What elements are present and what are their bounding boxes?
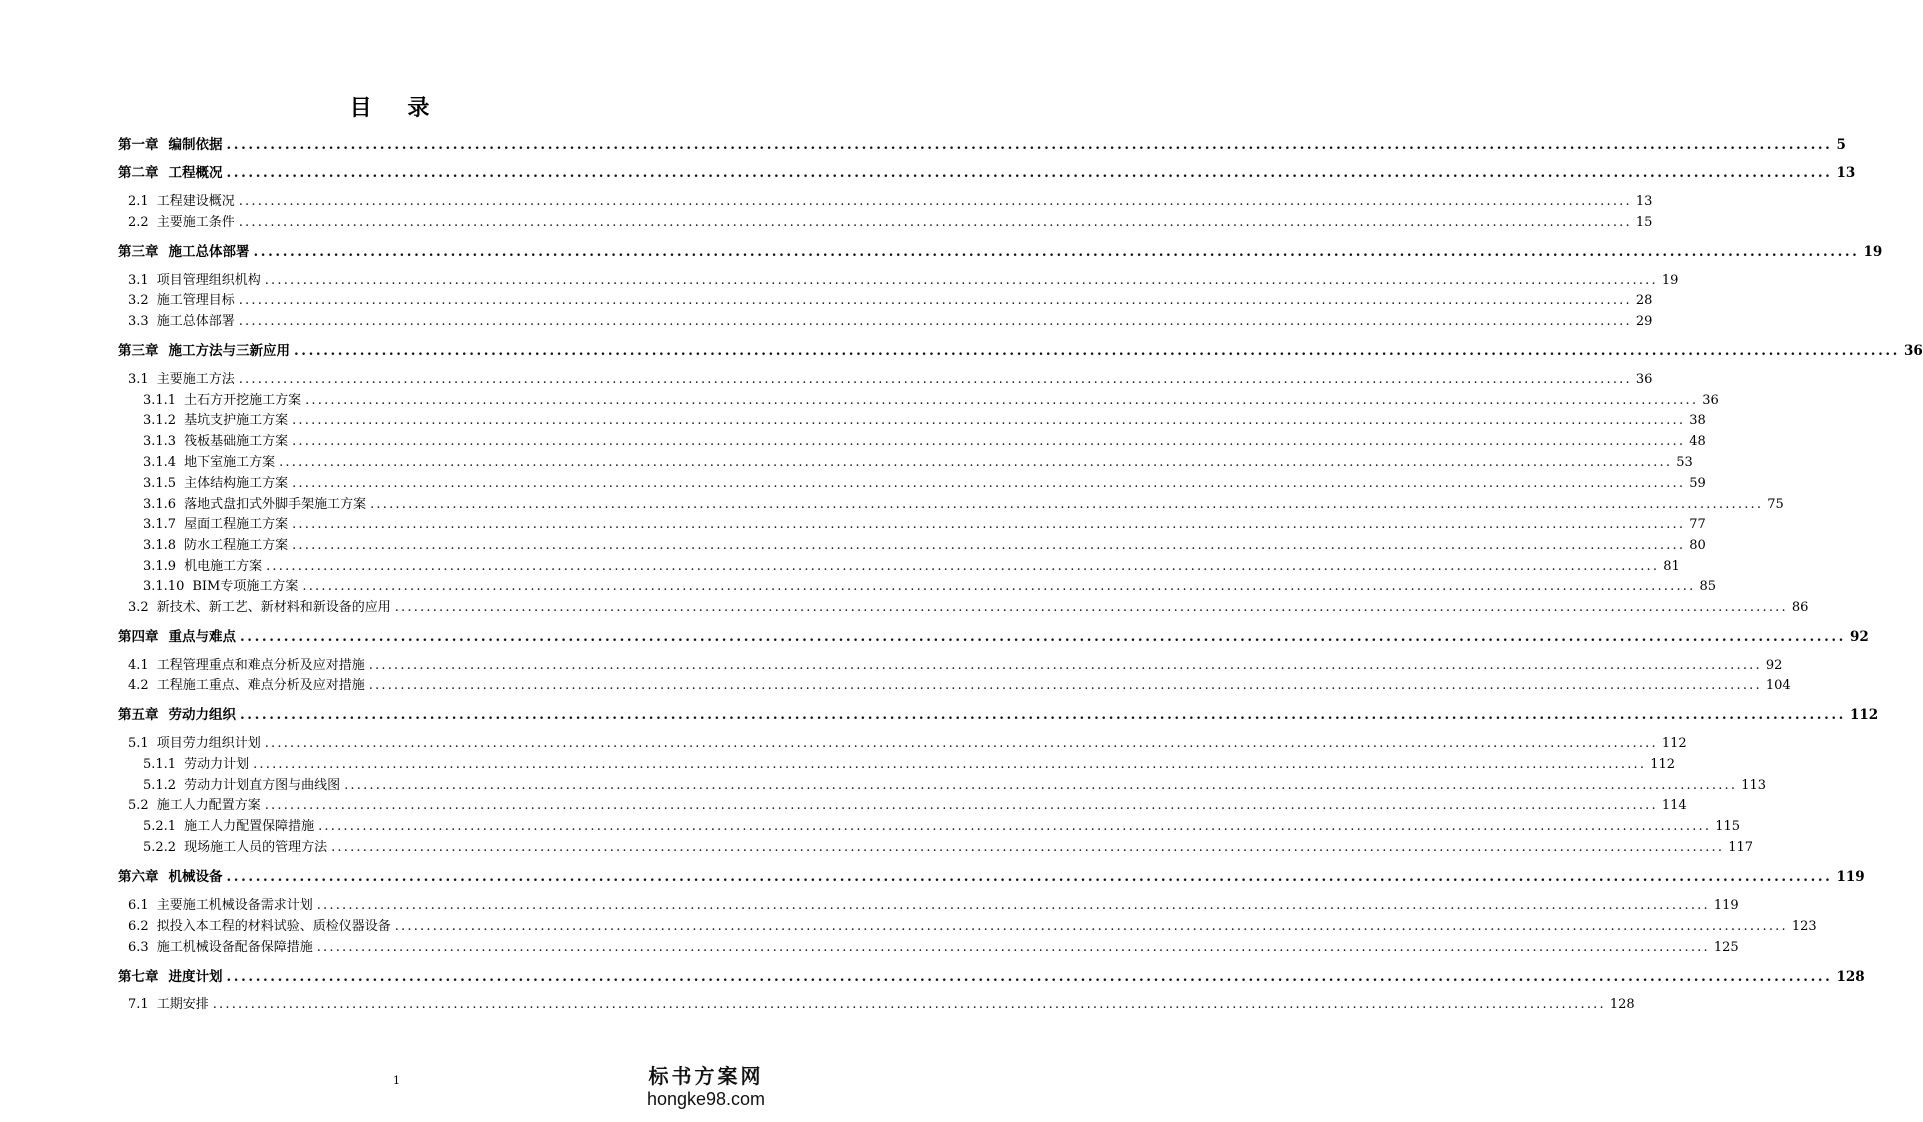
toc-chapter-entry[interactable] [118,342,1923,360]
toc-entry-page: 59 [1689,476,1706,491]
toc-entry-page: 36 [1904,343,1923,359]
toc-leader-dots: ............................................................................................................................................................................................................................ [226,869,1833,885]
toc-leader-dots: ............................................................................................................................................................................................................................ [370,497,1764,512]
toc-entry-page: 114 [1661,798,1687,813]
toc-entry-label: 屋面工程施工方案 [184,517,289,532]
toc-chapter-entry[interactable] [118,136,1846,154]
toc-entry-page: 36 [1702,393,1719,408]
toc-entry-label: 新技术、新工艺、新材料和新设备的应用 [156,600,391,615]
toc-entry-number: 3.1.7 [143,517,177,532]
toc-section-entry[interactable] [128,677,1791,695]
toc-leader-dots: ............................................................................................................................................................................................................................ [238,293,1632,308]
toc-leader-dots: ............................................................................................................................................................................................................................ [292,517,1686,532]
toc-leader-dots: ............................................................................................................................................................................................................................ [253,757,1647,772]
toc-leader-dots: ............................................................................................................................................................................................................................ [238,372,1632,387]
toc-section-entry[interactable] [143,475,1706,493]
toc-entry-number: 第三章 [118,343,159,359]
toc-section-entry[interactable] [128,599,1809,617]
toc-entry-label: 机械设备 [168,869,223,885]
toc-entry-number: 第五章 [118,707,159,723]
toc-entry-label: 工程管理重点和难点分析及应对措施 [156,658,365,673]
toc-entry-page: 36 [1635,372,1653,387]
toc-entry-page: 85 [1699,579,1717,594]
toc-leader-dots: ............................................................................................................................................................................................................................ [264,798,1658,813]
toc-entry-page: 119 [1836,869,1865,885]
toc-entry-number: 3.1 [128,372,149,387]
toc-entry-number: 3.1.10 [143,579,185,594]
watermark-en: hongke98.com [646,1089,766,1109]
toc-section-entry[interactable] [143,412,1706,430]
toc-section-entry[interactable] [143,558,1680,576]
toc-entry-label: 施工总体部署 [156,314,235,329]
toc-section-entry[interactable] [128,996,1635,1014]
toc-entry-label: 施工机械设备配备保障措施 [156,940,313,955]
toc-entry-page: 119 [1713,898,1739,913]
toc-entry-page: 128 [1609,997,1635,1012]
toc-leader-dots: ............................................................................................................................................................................................................................ [294,343,1900,359]
toc-entry-number: 5.2.2 [143,840,177,855]
toc-leader-dots: ............................................................................................................................................................................................................................ [240,707,1846,723]
toc-section-entry[interactable] [128,897,1739,915]
toc-entry-number: 3.3 [128,314,149,329]
toc-chapter-entry[interactable] [118,868,1865,886]
toc-entry-number: 3.2 [128,600,149,615]
toc-leader-dots: ............................................................................................................................................................................................................................ [238,194,1632,209]
toc-entry-label: 主要施工条件 [156,215,235,230]
toc-entry-label: 项目劳力组织计划 [156,736,261,751]
toc-section-entry[interactable] [143,433,1706,451]
toc-entry-label: 工程施工重点、难点分析及应对措施 [156,678,365,693]
toc-entry-page: 81 [1663,559,1680,574]
toc-title: 目 录 [349,95,444,121]
toc-leader-dots: ............................................................................................................................................................................................................................ [240,629,1846,645]
toc-entry-label: 工程建设概况 [156,194,235,209]
toc-entry-page: 112 [1661,736,1687,751]
toc-section-entry[interactable] [143,496,1784,514]
toc-entry-page: 117 [1728,840,1754,855]
toc-entry-label: 重点与难点 [168,629,236,645]
toc-section-entry[interactable] [128,939,1739,957]
toc-entry-page: 77 [1689,517,1706,532]
toc-entry-page: 113 [1741,778,1767,793]
toc-leader-dots: ............................................................................................................................................................................................................................ [266,559,1660,574]
toc-entry-label: 编制依据 [168,137,223,153]
toc-entry-page: 28 [1635,293,1653,308]
toc-entry-number: 3.1.1 [143,393,177,408]
toc-section-entry[interactable] [143,818,1741,836]
toc-entry-number: 第四章 [118,629,159,645]
toc-leader-dots: ............................................................................................................................................................................................................................ [264,736,1658,751]
toc-entry-label: 工程概况 [168,165,223,181]
toc-entry-label: 劳动力计划直方图与曲线图 [184,778,341,793]
toc-entry-number: 7.1 [128,997,149,1012]
toc-entry-number: 4.1 [128,658,149,673]
toc-entry-number: 6.1 [128,898,149,913]
toc-entry-number: 5.2 [128,798,149,813]
toc-leader-dots: ............................................................................................................................................................................................................................ [394,600,1788,615]
toc-entry-page: 86 [1791,600,1809,615]
toc-entry-page: 53 [1676,455,1693,470]
toc-section-entry[interactable] [128,735,1687,753]
toc-leader-dots: ............................................................................................................................................................................................................................ [279,455,1673,470]
toc-leader-dots: ............................................................................................................................................................................................................................ [316,940,1710,955]
toc-entry-number: 5.2.1 [143,819,177,834]
toc-entry-label: 现场施工人员的管理方法 [184,840,328,855]
toc-entry-number: 3.1 [128,273,149,288]
toc-entry-page: 15 [1635,215,1653,230]
toc-entry-number: 2.2 [128,215,149,230]
toc-entry-page: 128 [1836,969,1865,985]
toc-entry-page: 75 [1767,497,1784,512]
toc-section-entry[interactable] [143,777,1767,795]
toc-entry-label: 主要施工机械设备需求计划 [156,898,313,913]
toc-entry-number: 5.1.2 [143,778,177,793]
toc-entry-page: 104 [1765,678,1791,693]
toc-entry-page: 92 [1765,658,1783,673]
toc-entry-number: 3.1.9 [143,559,177,574]
toc-leader-dots: ............................................................................................................................................................................................................................ [226,969,1833,985]
watermark-cn: 标书方案网 [648,1066,764,1088]
toc-chapter-entry[interactable] [118,628,1869,646]
toc-leader-dots: ............................................................................................................................................................................................................................ [292,538,1686,553]
toc-section-entry[interactable] [143,454,1693,472]
toc-section-entry[interactable] [128,313,1653,331]
toc-leader-dots: ............................................................................................................................................................................................................................ [344,778,1738,793]
page-number: 1 [393,1074,400,1087]
toc-leader-dots: ............................................................................................................................................................................................................................ [212,997,1606,1012]
toc-section-entry[interactable] [128,193,1653,211]
toc-leader-dots: ............................................................................................................................................................................................................................ [238,215,1632,230]
toc-chapter-entry[interactable] [118,968,1865,986]
toc-entry-page: 112 [1850,707,1879,723]
toc-entry-label: 筏板基础施工方案 [184,434,289,449]
toc-leader-dots: ............................................................................................................................................................................................................................ [368,678,1762,693]
toc-entry-page: 19 [1661,273,1679,288]
toc-leader-dots: ............................................................................................................................................................................................................................ [264,273,1658,288]
toc-leader-dots: ............................................................................................................................................................................................................................ [226,165,1833,181]
toc-section-entry[interactable] [128,918,1817,936]
toc-entry-label: 劳动力组织 [168,707,236,723]
toc-entry-number: 第七章 [118,969,159,985]
toc-leader-dots: ............................................................................................................................................................................................................................ [331,840,1725,855]
toc-leader-dots: ............................................................................................................................................................................................................................ [226,137,1833,153]
toc-section-entry[interactable] [143,392,1719,410]
toc-entry-page: 13 [1836,165,1856,181]
toc-entry-number: 6.2 [128,919,149,934]
toc-entry-page: 112 [1650,757,1676,772]
toc-entry-number: 5.1.1 [143,757,177,772]
toc-leader-dots: ............................................................................................................................................................................................................................ [316,898,1710,913]
toc-leader-dots: ............................................................................................................................................................................................................................ [394,919,1788,934]
toc-entry-label: 土石方开挖施工方案 [184,393,302,408]
toc-leader-dots: ............................................................................................................................................................................................................................ [368,658,1762,673]
toc-entry-number: 第六章 [118,869,159,885]
toc-chapter-entry[interactable] [118,243,1883,261]
toc-entry-number: 第三章 [118,244,159,260]
toc-section-entry[interactable] [128,292,1653,310]
toc-section-entry[interactable] [128,214,1653,232]
toc-section-entry[interactable] [128,797,1687,815]
toc-entry-label: 主体结构施工方案 [184,476,289,491]
toc-section-entry[interactable] [143,516,1706,534]
toc-entry-number: 第二章 [118,165,159,181]
toc-entry-number: 2.1 [128,194,149,209]
toc-leader-dots: ............................................................................................................................................................................................................................ [305,393,1699,408]
toc-entry-label: 工期安排 [156,997,209,1012]
toc-entry-number: 3.2 [128,293,149,308]
toc-leader-dots: ............................................................................................................................................................................................................................ [302,579,1696,594]
toc-entry-number: 第一章 [118,137,159,153]
toc-entry-page: 5 [1836,137,1846,153]
toc-entry-number: 3.1.8 [143,538,177,553]
toc-entry-label: 施工总体部署 [168,244,250,260]
toc-entry-page: 125 [1713,940,1739,955]
toc-leader-dots: ............................................................................................................................................................................................................................ [238,314,1632,329]
watermark-logo [631,1066,781,1110]
toc-entry-number: 5.1 [128,736,149,751]
toc-entry-label: 施工方法与三新应用 [168,343,290,359]
toc-entry-label: 基坑支护施工方案 [184,413,289,428]
toc-leader-dots: ............................................................................................................................................................................................................................ [318,819,1712,834]
toc-entry-number: 4.2 [128,678,149,693]
toc-entry-page: 115 [1715,819,1741,834]
toc-entry-label: 防水工程施工方案 [184,538,289,553]
toc-entry-label: 机电施工方案 [184,559,263,574]
toc-entry-page: 38 [1689,413,1706,428]
toc-chapter-entry[interactable] [118,164,1856,182]
toc-section-entry[interactable] [128,657,1783,675]
toc-section-entry[interactable] [143,537,1706,555]
toc-section-entry[interactable] [128,272,1679,290]
toc-entry-number: 3.1.2 [143,413,177,428]
toc-entry-label: 进度计划 [168,969,223,985]
toc-chapter-entry[interactable] [118,706,1879,724]
toc-entry-number: 6.3 [128,940,149,955]
toc-entry-page: 123 [1791,919,1817,934]
toc-entry-label: 落地式盘扣式外脚手架施工方案 [184,497,367,512]
toc-entry-label: 地下室施工方案 [184,455,276,470]
toc-section-entry[interactable] [143,578,1717,596]
toc-entry-page: 13 [1635,194,1653,209]
toc-entry-page: 19 [1863,244,1883,260]
toc-entry-number: 3.1.4 [143,455,177,470]
toc-entry-number: 3.1.3 [143,434,177,449]
toc-section-entry[interactable] [143,839,1754,857]
toc-section-entry[interactable] [143,756,1676,774]
toc-entry-number: 3.1.5 [143,476,177,491]
toc-entry-label: 施工人力配置方案 [156,798,261,813]
toc-entry-label: 拟投入本工程的材料试验、质检仪器设备 [156,919,391,934]
toc-leader-dots: ............................................................................................................................................................................................................................ [292,413,1686,428]
toc-entry-number: 3.1.6 [143,497,177,512]
toc-entry-label: 主要施工方法 [156,372,235,387]
toc-entry-label: 劳动力计划 [184,757,250,772]
toc-entry-page: 92 [1850,629,1869,645]
toc-leader-dots: ............................................................................................................................................................................................................................ [253,244,1860,260]
toc-leader-dots: ............................................................................................................................................................................................................................ [292,434,1686,449]
toc-entry-label: 施工人力配置保障措施 [184,819,315,834]
toc-entry-page: 80 [1689,538,1706,553]
toc-entry-label: BIM专项施工方案 [192,579,299,594]
toc-section-entry[interactable] [128,371,1653,389]
toc-entry-page: 48 [1689,434,1706,449]
toc-entry-label: 施工管理目标 [156,293,235,308]
toc-entry-label: 项目管理组织机构 [156,273,261,288]
toc-leader-dots: ............................................................................................................................................................................................................................ [292,476,1686,491]
toc-entry-page: 29 [1635,314,1653,329]
